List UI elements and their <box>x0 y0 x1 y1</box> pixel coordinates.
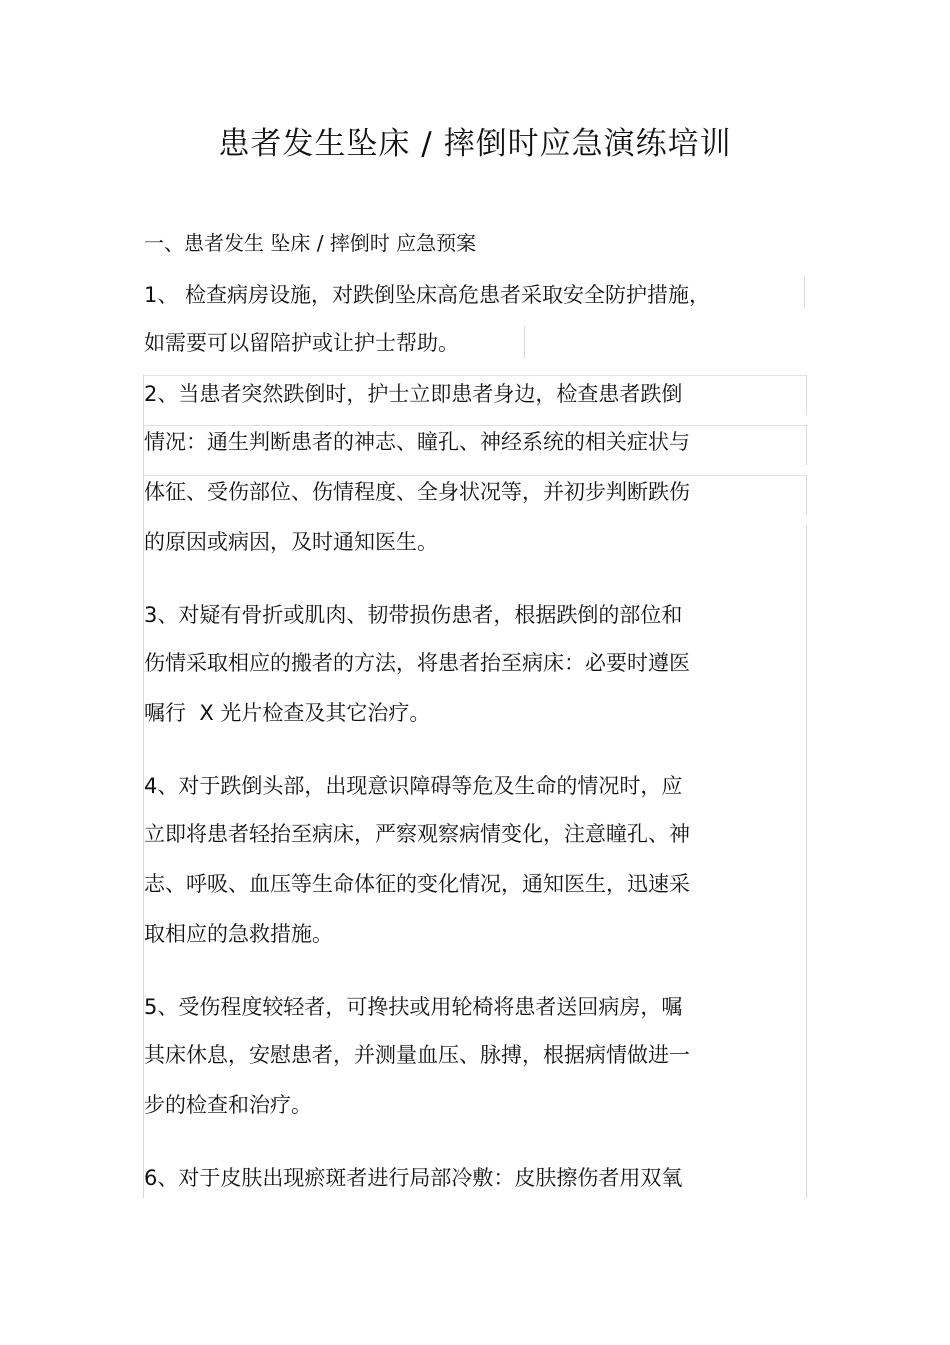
paragraph-1-line-1: 1、 检查病房设施，对跌倒坠床高危患者采取安全防护措施， <box>144 283 711 307</box>
scan-artifact-line <box>143 375 806 376</box>
scan-artifact-line <box>806 425 807 465</box>
scan-artifact-line <box>143 375 144 1198</box>
scan-artifact-line <box>524 326 525 358</box>
scan-artifact-line <box>806 525 807 1198</box>
paragraph-2-line-4: 的原因或病因，及时通知医生。 <box>144 530 438 554</box>
paragraph-2-line-2: 情况：通生判断患者的神志、瞳孔、神经系统的相关症状与 <box>144 430 690 454</box>
scan-artifact-line <box>806 375 807 415</box>
paragraph-5-line-2: 其床休息，安慰患者，并测量血压、脉搏，根据病情做进一 <box>144 1043 690 1067</box>
paragraph-5-line-3: 步的检查和治疗。 <box>144 1093 312 1117</box>
scan-artifact-line <box>143 475 806 476</box>
scan-artifact-line <box>804 276 805 308</box>
paragraph-3-line-1: 3、对疑有骨折或肌肉、韧带损伤患者，根据跌倒的部位和 <box>144 603 683 627</box>
paragraph-2-line-1: 2、当患者突然跌倒时，护士立即患者身边，检查患者跌倒 <box>144 382 683 406</box>
paragraph-4-line-1: 4、对于跌倒头部，出现意识障碍等危及生命的情况时，应 <box>144 774 683 798</box>
paragraph-1-line-2: 如需要可以留陪护或让护士帮助。 <box>144 331 459 355</box>
document-title: 患者发生坠床 / 摔倒时应急演练培训 <box>218 126 732 162</box>
paragraph-4-line-2: 立即将患者轻抬至病床，严察观察病情变化，注意瞳孔、神 <box>144 822 690 846</box>
scan-artifact-line <box>806 475 807 515</box>
paragraph-5-line-1: 5、受伤程度较轻者，可搀扶或用轮椅将患者送回病房，嘱 <box>144 995 683 1019</box>
paragraph-4-line-4: 取相应的急救措施。 <box>144 922 333 946</box>
paragraph-2-line-3: 体征、受伤部位、伤情程度、全身状况等，并初步判断跌伤 <box>144 480 690 504</box>
paragraph-3-line-2: 伤情采取相应的搬者的方法，将患者抬至病床：必要时遵医 <box>144 651 690 675</box>
paragraph-3-line-3: 嘱行 X 光片检查及其它治疗。 <box>144 701 431 725</box>
section-heading: 一、患者发生 坠床 / 摔倒时 应急预案 <box>144 231 477 255</box>
paragraph-4-line-3: 志、呼吸、血压等生命体征的变化情况，通知医生，迅速采 <box>144 872 690 896</box>
paragraph-6-line-1: 6、对于皮肤出现瘀斑者进行局部冷敷：皮肤擦伤者用双氧 <box>144 1166 683 1190</box>
scan-artifact-line <box>143 425 806 426</box>
